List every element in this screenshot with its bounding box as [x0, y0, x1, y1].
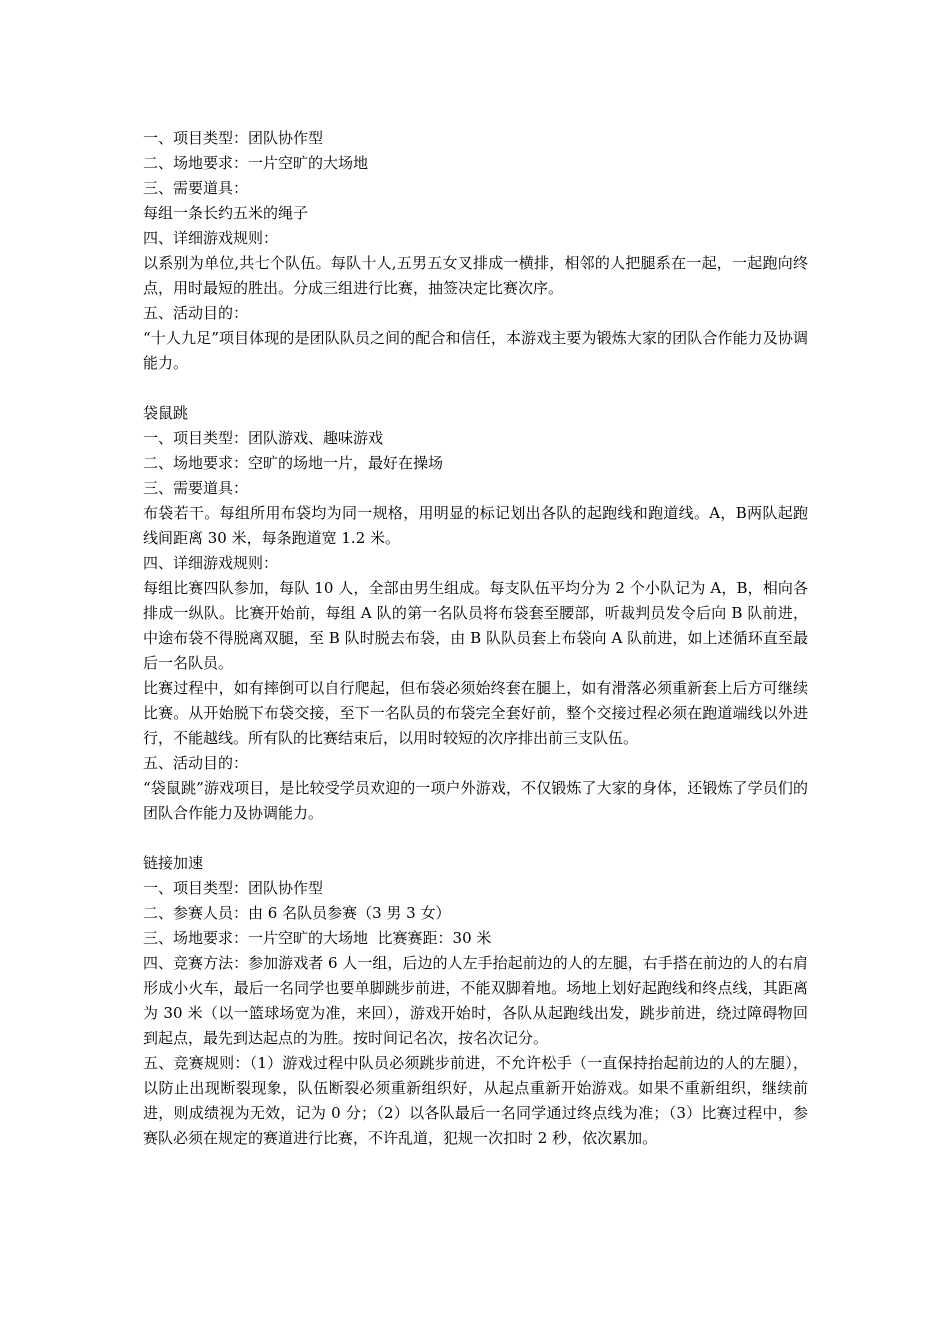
- section-title: 链接加速: [143, 854, 204, 872]
- purpose-heading: 五、活动目的：: [143, 304, 249, 322]
- props-line: 每组一条长约五米的绳子: [143, 204, 309, 222]
- project-type-line: 一、项目类型：团队游戏、趣味游戏: [143, 429, 384, 447]
- venue-requirement-line: 二、场地要求：一片空旷的大场地: [143, 154, 369, 172]
- rules-paragraph: 每组比赛四队参加，每队 10 人，全部由男生组成。每支队伍平均分为 2 个小队记为 A，B，相向各排成一纵队。比赛开始前，每组 A 队的第一名队员将布袋套至腰部，听裁判员发令后向 B 队前进，中途布袋不得脱离双腿，至 B 队时脱去布袋，由 B 队队员套上布袋向 A 队前进，如上述循环直至最后一名队员。: [143, 579, 808, 672]
- rules-paragraph: 比赛过程中，如有摔倒可以自行爬起，但布袋必须始终套在腿上，如有滑落必须重新套上后方可继续比赛。从开始脱下布袋交接，至下一名队员的布袋完全套好前，整个交接过程必须在跑道端线以外进行，不能越线。所有队的比赛结束后，以用时较短的次序排出前三支队伍。: [143, 679, 808, 747]
- competition-method-paragraph: 四、竞赛方法：参加游戏者 6 人一组，后边的人左手抬起前边的人的左腿，右手搭在前边的人的右肩形成小火车，最后一名同学也要单脚跳步前进，不能双脚着地。场地上划好起跑线和终点线，其距离为 30 米（以一篮球场宽为准，来回），游戏开始时，各队从起跑线出发，跳步前进，绕过障碍物回到起点，最先到达起点的为胜。按时间记名次，按名次记分。: [143, 954, 808, 1047]
- rules-paragraph: 以系别为单位,共七个队伍。每队十人,五男五女叉排成一横排，相邻的人把腿系在一起，一起跑向终点，用时最短的胜出。分成三组进行比赛，抽签决定比赛次序。: [143, 254, 808, 297]
- purpose-paragraph: “袋鼠跳”游戏项目，是比较受学员欢迎的一项户外游戏，不仅锻炼了大家的身体，还锻炼了学员们的团队合作能力及协调能力。: [143, 779, 808, 822]
- section-spacer: [143, 376, 808, 401]
- purpose-paragraph: “十人九足”项目体现的是团队队员之间的配合和信任，本游戏主要为锻炼大家的团队合作能力及协调能力。: [143, 329, 808, 372]
- section-ten-people-nine-feet: [143, 126, 808, 376]
- venue-requirement-line: 二、场地要求：空旷的场地一片，最好在操场: [143, 454, 444, 472]
- section-spacer: [143, 826, 808, 851]
- purpose-heading: 五、活动目的：: [143, 754, 249, 772]
- document-page: [143, 126, 808, 1151]
- props-heading: 三、需要道具：: [143, 479, 249, 497]
- project-type-line: 一、项目类型：团队协作型: [143, 879, 324, 897]
- props-heading: 三、需要道具：: [143, 179, 249, 197]
- project-type-line: 一、项目类型：团队协作型: [143, 129, 324, 147]
- rules-heading: 四、详细游戏规则：: [143, 554, 279, 572]
- section-link-acceleration: [143, 851, 808, 1151]
- participants-line: 二、参赛人员：由 6 名队员参赛（3 男 3 女）: [143, 904, 451, 922]
- section-kangaroo-jump: [143, 401, 808, 826]
- props-paragraph: 布袋若干。每组所用布袋均为同一规格，用明显的标记划出各队的起跑线和跑道线。A，B两队起跑线间距离 30 米，每条跑道宽 1.2 米。: [143, 504, 808, 547]
- section-title: 袋鼠跳: [143, 404, 189, 422]
- competition-rules-paragraph: 五、竞赛规则：（1）游戏过程中队员必须跳步前进，不允许松手（一直保持抬起前边的人的左腿），以防止出现断裂现象，队伍断裂必须重新组织好，从起点重新开始游戏。如果不重新组织，继续前进，则成绩视为无效，记为 0 分；（2）以各队最后一名同学通过终点线为准；（3）比赛过程中，参赛队必须在规定的赛道进行比赛，不许乱道，犯规一次扣时 2 秒，依次累加。: [143, 1054, 808, 1147]
- rules-heading: 四、详细游戏规则：: [143, 229, 279, 247]
- venue-requirement-line: 三、场地要求：一片空旷的大场地 比赛赛距：30 米: [143, 929, 492, 947]
